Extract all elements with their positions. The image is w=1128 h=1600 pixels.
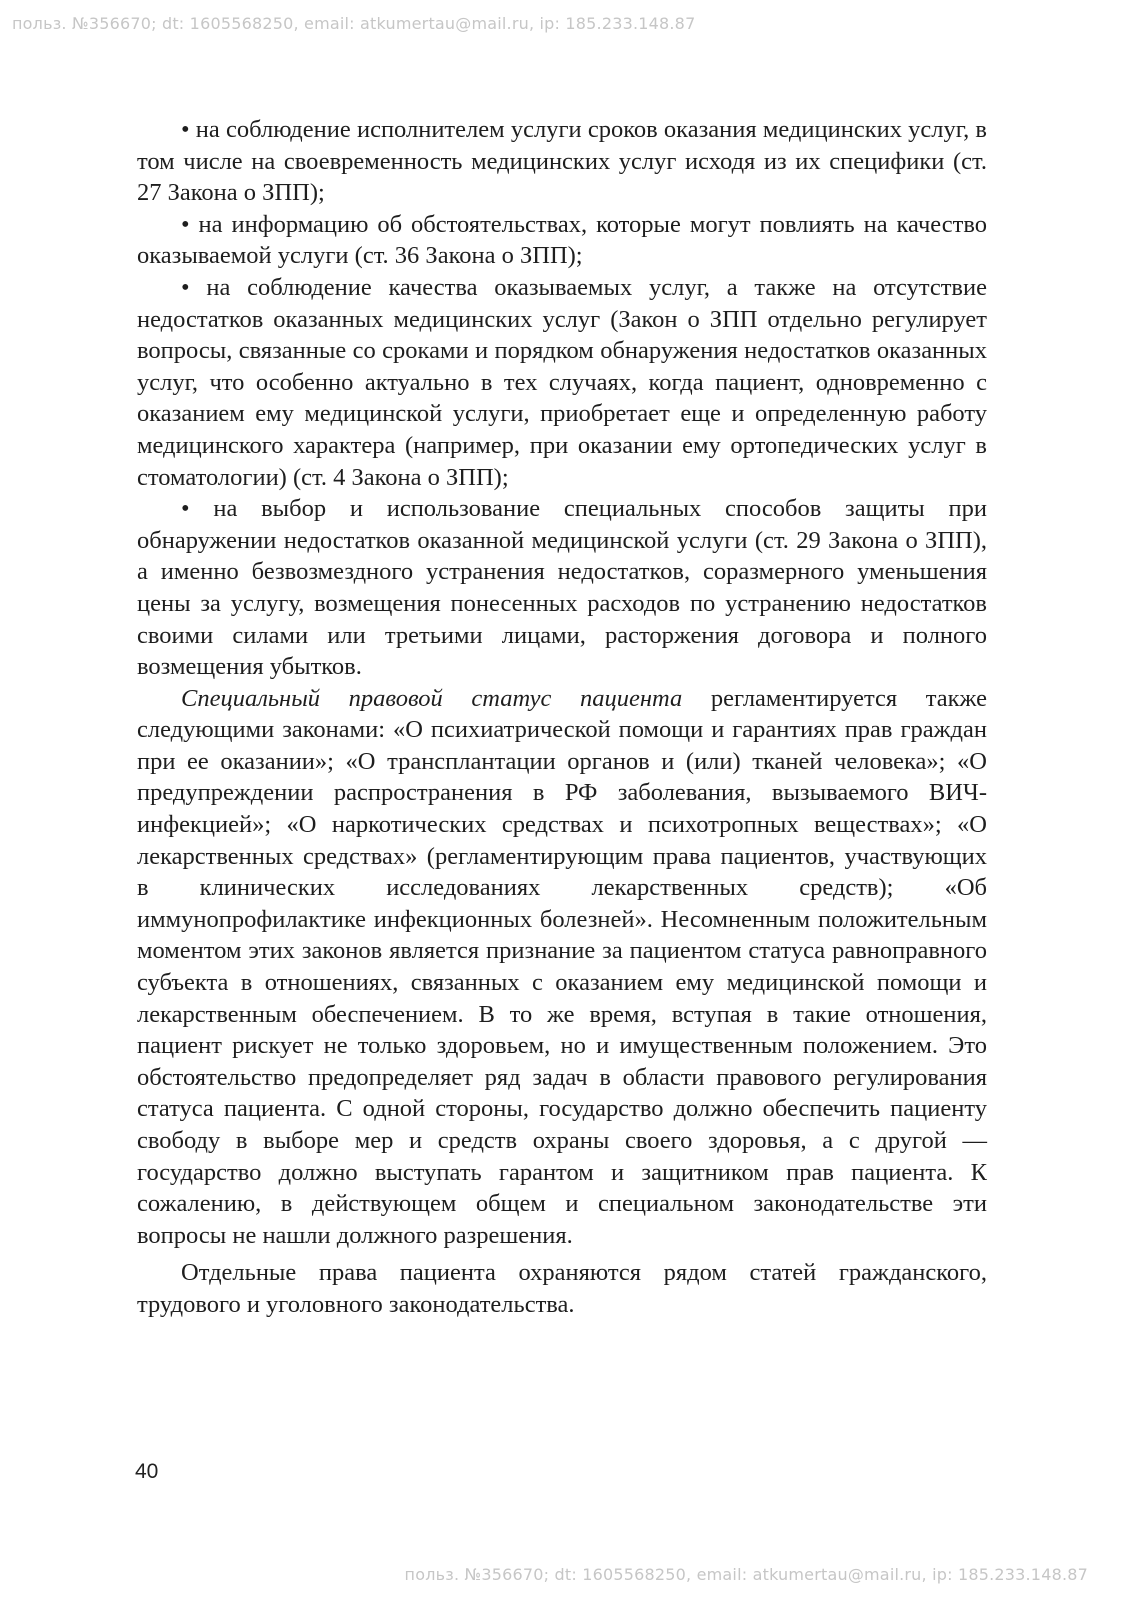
page-body (137, 114, 987, 1321)
paragraph-separate-rights: Отдельные права пациента охраняются рядом статей гражданского, трудового и уголовного законодательства. (137, 1259, 987, 1318)
italic-term-special-status: Специальный правовой статус пациента (181, 684, 683, 712)
bullet-paragraph-protection: • на выбор и использование специальных способов защиты при обнаружении недостатков оказанной медицинской услуги (ст. 29 Закона о ЗПП), а именно безвозмездного устранения недостатков, соразмерного уменьшения цены за услугу, возмещения понесенных расходов по устранению недостатков своими силами или третьими лицами, расторжения договора и полного возмещения убытков. (137, 495, 987, 681)
page-number: 40 (135, 1460, 159, 1483)
bullet-paragraph-quality: • на соблюдение качества оказываемых услуг, а также на отсутствие недостатков оказанных медицинских услуг (Закон о ЗПП отдельно регулирует вопросы, связанные со сроками и порядком обнаружения недостатков оказанных услуг, что особенно актуально в тех случаях, когда пациент, одновременно с оказанием ему медицинской услуги, приобретает еще и определенную работу медицинского характера (например, при оказании ему ортопедических услуг в стоматологии) (ст. 4 Закона о ЗПП); (137, 273, 987, 491)
bullet-paragraph-information: • на информацию об обстоятельствах, которые могут повлиять на качество оказываемой услуги (ст. 36 Закона о ЗПП); (137, 210, 987, 270)
watermark-bottom: польз. №356670; dt: 1605568250, email: atkumertau@mail.ru, ip: 185.233.148.87 (404, 1565, 1088, 1584)
watermark-top: польз. №356670; dt: 1605568250, email: atkumertau@mail.ru, ip: 185.233.148.87 (12, 14, 696, 33)
paragraph-special-status (137, 683, 987, 1252)
paragraph-special-status-text: регламентируется также следующими законами: «О психиатрической помощи и гарантиях прав граждан при ее оказании»; «О трансплантации органов и (или) тканей человека»; «О предупреждении распространения в РФ заболевания, вызываемого ВИЧ-инфекцией»; «О наркотических средствах и психотропных веществах»; «О лекарственных средствах» (регламентирующим права пациентов, участвующих в клинических исследованиях лекарственных средств); «Об иммунопрофилактике инфекционных болезней». Несомненным положительным моментом этих законов является признание за пациентом статуса равноправного субъекта в отношениях, связанных с оказанием ему медицинской помощи и лекарственным обеспечением. В то же время, вступая в такие отношения, пациент рискует не только здоровьем, но и имущественным положением. Это обстоятельство предопределяет ряд задач в области правового регулирования статуса пациента. С одной стороны, государство должно обеспечить пациенту свободу в выборе мер и средств охраны своего здоровья, а с другой — государство должно выступать гарантом и защитником прав пациента. К сожалению, в действующем общем и специальном законодательстве эти вопросы не нашли должного разрешения. (137, 684, 987, 1249)
bullet-paragraph-deadlines: • на соблюдение исполнителем услуги сроков оказания медицинских услуг, в том числе на своевременность медицинских услуг исходя из их специфики (ст. 27 Закона о ЗПП); (137, 116, 987, 207)
